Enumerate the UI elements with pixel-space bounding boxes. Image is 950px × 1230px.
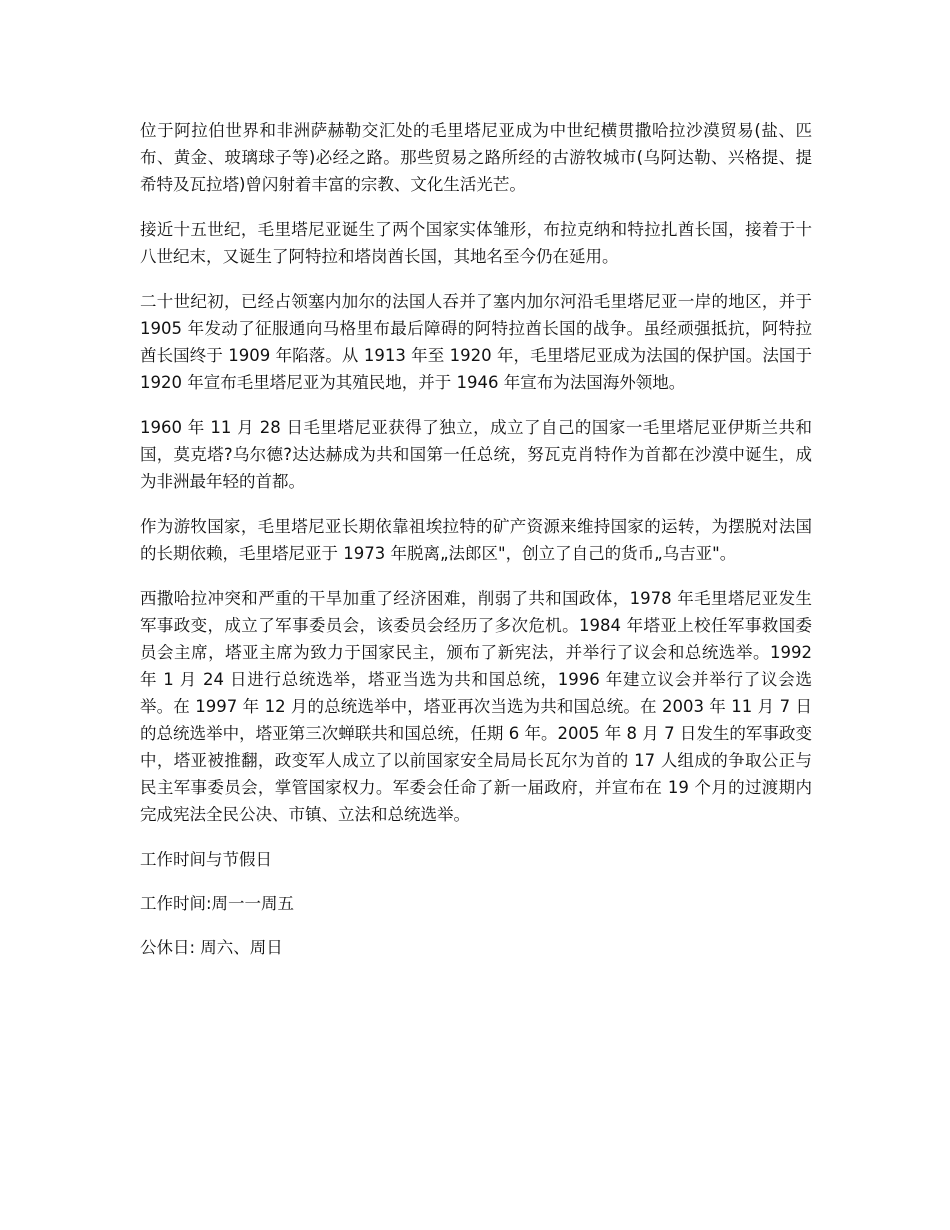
working-hours-line: 工作时间:周一一周五 — [140, 894, 295, 913]
paragraph-trade-history: 位于阿拉伯世界和非洲萨赫勒交汇处的毛里塔尼亚成为中世纪横贯撒哈拉沙漠贸易(盐、匹布、黄金、玻璃球子等)必经之路。那些贸易之路所经的古游牧城市(乌阿达勒、兴格提、提希特及瓦拉塔)曾闪射着丰富的宗教、文化生活光芒。 — [140, 121, 812, 194]
paragraph-independence: 1960 年 11 月 28 日毛里塔尼亚获得了独立，成立了自己的国家一毛里塔尼亚伊斯兰共和国，莫克塔?乌尔德?达达赫成为共和国第一任总统，努瓦克肖特作为首都在沙漠中诞生，成为非洲最年轻的首都。 — [140, 418, 812, 491]
paragraph-emirates: 接近十五世纪，毛里塔尼亚诞生了两个国家实体雏形，布拉克纳和特拉扎酋长国，接着于十八世纪末，又诞生了阿特拉和塔岗酋长国，其地名至今仍在延用。 — [140, 220, 812, 266]
rest-days-line: 公休日: 周六、周日 — [140, 938, 283, 957]
document-page — [140, 117, 812, 978]
section-heading-working-hours: 工作时间与节假日 — [140, 850, 272, 869]
paragraph-currency: 作为游牧国家，毛里塔尼亚长期依靠祖埃拉特的矿产资源来维持国家的运转，为摆脱对法国的长期依赖，毛里塔尼亚于 1973 年脱离„法郎区"，创立了自己的货币„乌吉亚"。 — [140, 517, 812, 563]
paragraph-political-history: 西撒哈拉冲突和严重的干旱加重了经济困难，削弱了共和国政体，1978 年毛里塔尼亚发生军事政变，成立了军事委员会，该委员会经历了多次危机。1984 年塔亚上校任军事救国委员会主席，塔亚主席为致力于国家民主，颁布了新宪法，并举行了议会和总统选举。1992 年 1 月 24 日进行总统选举，塔亚当选为共和国总统，1996 年建立议会并举行了议会选举。在 1997 年 12 月的总统选举中，塔亚再次当选为共和国总统。在 2003 年 11 月 7 日的总统选举中，塔亚第三次蝉联共和国总统，任期 6 年。2005 年 8 月 7 日发生的军事政变中，塔亚被推翻，政变军人成立了以前国家安全局局长瓦尔为首的 17 人组成的争取公正与民主军事委员会，掌管国家权力。军委会任命了新一届政府，并宣布在 19 个月的过渡期内完成宪法全民公决、市镇、立法和总统选举。 — [140, 589, 812, 824]
paragraph-colonial-era: 二十世纪初，已经占领塞内加尔的法国人吞并了塞内加尔河沿毛里塔尼亚一岸的地区，并于 1905 年发动了征服通向马格里布最后障碍的阿特拉酋长国的战争。虽经顽强抵抗，阿特拉酋长国终于 1909 年陷落。从 1913 年至 1920 年，毛里塔尼亚成为法国的保护国。法国于 1920 年宣布毛里塔尼亚为其殖民地，并于 1946 年宣布为法国海外领地。 — [140, 292, 812, 392]
